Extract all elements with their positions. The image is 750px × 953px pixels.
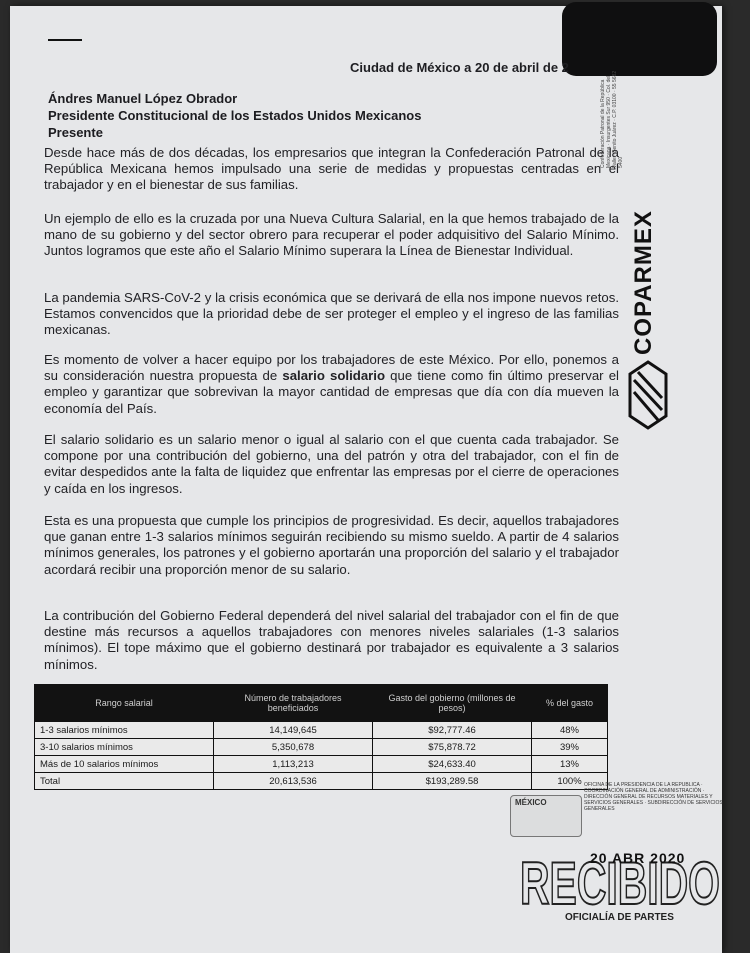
- cell-range: 1-3 salarios mínimos: [35, 722, 214, 739]
- cell-range: 3-10 salarios mínimos: [35, 739, 214, 756]
- recibido-stamp: [516, 812, 726, 922]
- cell-range: Más de 10 salarios mínimos: [35, 756, 214, 773]
- cell-workers: 1,113,213: [214, 756, 373, 773]
- paragraph-4-start: Es momento de volver a hacer equipo por los trabajadores de este México. Por ello, ponemos a su consideración nuestra propuesta de: [44, 352, 619, 384]
- cell-percent: 39%: [532, 739, 608, 756]
- col-header-percent: % del gasto: [532, 685, 608, 722]
- cell-workers: 14,149,645: [214, 722, 373, 739]
- table-total-row: [35, 773, 608, 790]
- paragraph-2: Un ejemplo de ello es la cruzada por una Nueva Cultura Salarial, en la que hemos trabajado de la mano de su gobierno y del sector obrero para recuperar el poder adquisitivo del Salario Mínimo. Juntos logramos que este año el Salario Mínimo superara la Línea de Bienestar Individual.: [44, 211, 619, 259]
- table-row: [35, 739, 608, 756]
- cell-workers: 20,613,536: [214, 773, 373, 790]
- table-row: [35, 722, 608, 739]
- cell-spend: $92,777.46: [373, 722, 532, 739]
- recipient-name: Ándres Manuel López Obrador: [48, 91, 238, 106]
- paragraph-6: Esta es una propuesta que cumple los principios de progresividad. Es decir, aquellos trabajadores que ganan entre 1-3 salarios mínimos seguirán recibiendo su mismo sueldo. A partir de 4 salarios mínimos generales, los patrones y el gobierno aportarán una proporción del salario y el trabajador acordará recibir una proporción menor de su salario.: [44, 513, 619, 577]
- recipient-greeting: Presente: [48, 125, 103, 140]
- received-date: 20 ABR 2020: [590, 850, 686, 866]
- table-header-row: [35, 685, 608, 722]
- letterhead-address: Confederación Patronal de la República Mexicana · Insurgentes Sur 950 · Col. del Valle · Benito Juárez · C.P. 03100 · 55 5682 5400: [600, 70, 624, 168]
- cell-spend: $193,289.58: [373, 773, 532, 790]
- table-row: [35, 756, 608, 773]
- paragraph-3: La pandemia SARS-CoV-2 y la crisis económica que se derivará de ella nos impone nuevos retos. Estamos convencidos que la prioridad debe de ser proteger el empleo y el ingreso de las familias mexicanas.: [44, 290, 619, 338]
- cell-percent: 48%: [532, 722, 608, 739]
- pen-mark: [48, 39, 82, 41]
- cell-range: Total: [35, 773, 214, 790]
- recipient-title: Presidente Constitucional de los Estados Unidos Mexicanos: [48, 108, 422, 123]
- recibido-word: RECIBIDO: [520, 850, 720, 917]
- redaction-box: [562, 2, 717, 76]
- received-office: OFICIALÍA DE PARTES: [565, 912, 674, 923]
- cell-percent: 13%: [532, 756, 608, 773]
- salary-table: [34, 684, 608, 790]
- col-header-range: Rango salarial: [35, 685, 214, 722]
- date-line: Ciudad de México a 20 de abril de 2: [350, 60, 569, 75]
- cell-spend: $24,633.40: [373, 756, 532, 773]
- paragraph-7: La contribución del Gobierno Federal dependerá del nivel salarial del trabajador con el fin de que destine más recursos a aquellos trabajadores con menores niveles salariales (1-3 salarios mínimos). El tope máximo que el gobierno destinará por trabajador es equivalente a 3 salarios mínimos.: [44, 608, 619, 672]
- coparmex-logo-icon: [628, 360, 668, 430]
- coparmex-wordmark: COPARMEX: [630, 210, 657, 355]
- col-header-spend: Gasto del gobierno (millones de pesos): [373, 685, 532, 722]
- seal-label: MÉXICO: [515, 798, 547, 807]
- paragraph-4-end: que tiene como fin último preservar el empleo y garantizar que sobrevivan la mayor cantidad de empresas que día con día mueven la economía del País.: [44, 368, 619, 416]
- cell-workers: 5,350,678: [214, 739, 373, 756]
- recipient-block: [48, 90, 421, 141]
- cell-spend: $75,878.72: [373, 739, 532, 756]
- cell-percent: 100%: [532, 773, 608, 790]
- presidency-office-stamp: OFICINA DE LA PRESIDENCIA DE LA REPÚBLICA · COORDINACIÓN GENERAL DE ADMINISTRACIÓN · DIRECCIÓN GENERAL DE RECURSOS MATERIALES Y SERVICIOS GENERALES · SUBDIRECCIÓN DE SERVICIOS GENERALES: [584, 782, 723, 812]
- paragraph-5: El salario solidario es un salario menor o igual al salario con el que cuenta cada trabajador. Se compone por una contribución del gobierno, una del patrón y otra del trabajador, con el fin de evitar despedidos ante la falta de liquidez que enfrentar las empresas por el cierre de operaciones y caída en los ingresos.: [44, 432, 619, 496]
- paragraph-1: Desde hace más de dos décadas, los empresarios que integran la Confederación Patronal de la República Mexicana hemos impulsado una serie de medidas y propuestas centradas en el trabajador y en el bienestar de sus familias.: [44, 145, 619, 193]
- paragraph-4: [44, 352, 619, 417]
- salario-solidario-term: salario solidario: [282, 368, 386, 384]
- col-header-workers: Número de trabajadores beneficiados: [214, 685, 373, 722]
